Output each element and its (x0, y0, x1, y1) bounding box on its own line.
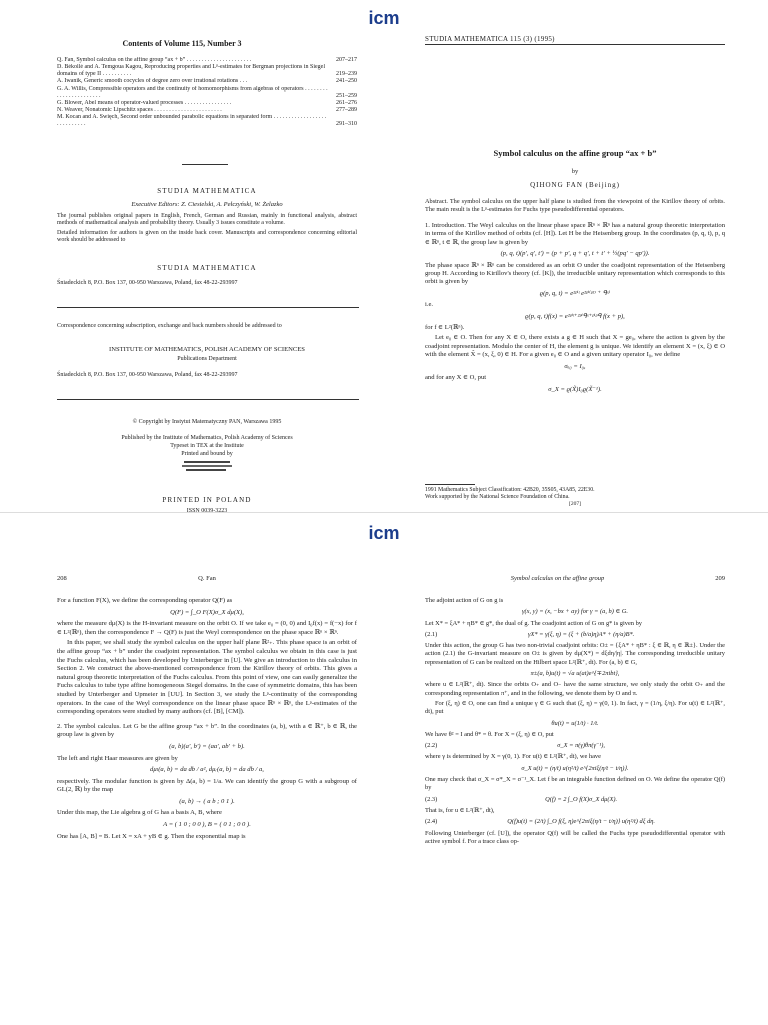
divider (182, 164, 228, 165)
journal-name: STUDIA MATHEMATICA (157, 187, 257, 195)
journal-info: The journal publishes original papers in English, French, German and Russian, mainly in functional analysis, abstract methods of mathematical analysis and probability theory. Usually 3 issues constitute a volume. Detailed information for authors is given on the inside back cover. Manuscripts and correspondence concerning editorial work should be addressed to (57, 213, 357, 244)
page-208-text: For a function F(X), we define the corresponding operator Q(F) as Q(F) = ∫_O F(X)σ_X dμ(X), where the measure dμ(X) is the H-invariant measure on the orbit O. If we take e₀ = (0, 0) and I₀f(x) = f(−x) for f ∈ L²(ℝⁿ), then the correspondence F → Q(F) is just the Weyl correspondence on the phase space ℝⁿ × ℝⁿ. In this paper, we shall study the symbol calculus on the upper half plane ℝ²₊. This phase space is an orbit of the affine group “ax + b” under the coadjoint representation. The symbol calculus we obtain in this case is just the Fuchs calculus, which has been developed by Unterberger in [U]. We give an introduction to this calculus in Section 2. We construct the above-mentioned correspondence from the Kirillov theory of orbits. This gives a natural group theoretic interpretation of the Fuchs calculus. From this point of view, one can easily generalize the Fuchs calculus to tube type affine homogeneous Siegel domains. In the case of symmetric domains, this has been studied by Unterberger and Upmeier in [UU]. In Section 3, we study the Lᵖ-continuity of the corresponding operators. In the case of the Weyl correspondence on the linear phase space ℝⁿ × ℝⁿ, the Lᵖ-estimates of the corresponding operators were studied by many authors (cf. [B], [CM]). 2. The symbol calculus. Let G be the affine group “ax + b”. In the coordinates (a, b), with a ∈ ℝ⁺, b ∈ ℝ, the group law is given by (a, b)(a′, b′) = (aa′, ab′ + b). The left and right Haar measures are given by dμₗ(a, b) = da db / a², dμᵣ(a, b) = da db / a, respectively. The modular function is given by Δ(a, b) = 1/a. We can identify the group G with a subgroup of GL(2, ℝ) by the map (a, b) → ( a b ; 0 1 ). Under this map, the Lie algebra g of G has a basis A, B, where A = ( 1 0 ; 0 0 ), B = ( 0 1 ; 0 0 ). One has [A, B] = B. Let X = xA + yB ∈ g. Then the exponential map is (57, 597, 357, 840)
printed-bound: Printed and bound by (181, 451, 233, 457)
svg-text:icm: icm (368, 523, 400, 543)
left-page-number: 208 (57, 575, 67, 582)
equation: σₑ₀ = I₀, (564, 362, 586, 370)
equation: σ_X = ϱ(X̃)I₀ϱ(X̃⁻¹). (548, 385, 602, 393)
equation: Q(F) = ∫_O F(X)σ_X dμ(X), (170, 608, 244, 616)
toc-entry[interactable]: Q. Fan, Symbol calculus on the affine group “ax + b” . . . . . . . . . . . . . . . . . . . . . . 207–217 (57, 57, 357, 63)
page-207 (0, 0, 768, 512)
equation: σ_X u(t) = (η/t) u(η²/t) e^{2πiξ(η/t − t/η)}. (521, 764, 629, 772)
equation: γ(x, y) = (x, −bx + ay) for γ = (a, b) ∈ G. (522, 608, 628, 616)
footnote: 1991 Mathematics Subject Classification: 42B20, 35S05, 43A85, 22E30. Work supported by the National Science Foundation of China. (425, 487, 595, 500)
author: QIHONG FAN (Beijing) (530, 181, 620, 189)
icm-logo-icon (362, 522, 406, 544)
equation: (a, b)(a′, b′) = (aa′, ab′ + b). (169, 742, 245, 750)
abstract: Abstract. The symbol calculus on the upper half plane is studied from the viewpoint of the Kirillov theory of orbits. The main result is the Lᵖ-estimates for Fuchs type pseudodifferential operators. (425, 198, 725, 213)
paper-title: Symbol calculus on the affine group “ax + b” (493, 148, 657, 158)
equation: dμₗ(a, b) = da db / a², dμᵣ(a, b) = da db / a, (150, 766, 264, 774)
printer-logo-icon (180, 460, 235, 474)
toc-entry[interactable]: G. A. Willis, Compressible operators and the continuity of homomorphisms from algebras of operators . . . . . . . . . . . . . . . . . . . . . . . 251–259 (57, 85, 357, 99)
equation: ϱ(p, q, t)f(x) = e²ᵖⁱᵗ⁺²ᵖⁱᑫˣ⁺ᵖⁱᵖᑫ f(x + p), (525, 312, 625, 320)
equation: A = ( 1 0 ; 0 0 ), B = ( 0 1 ; 0 0 ). (163, 821, 251, 829)
equation: θu(t) = u(1/t) · 1/t. (551, 719, 599, 727)
editors: Executive Editors: Z. Ciesielski, A. Pełczyński, W. Żelazko (131, 201, 283, 208)
equation: (2.4) Q(f)u(t) = (2/t) ∫_O f(ξ, η)e^{2πiξ(η/t − t/η)} u(η²/t) dξ dη. (425, 818, 656, 826)
copyright: © Copyright by Instytut Matematyczny PAN, Warszawa 1995 (132, 419, 282, 425)
pub-dept: Publications Department (177, 356, 237, 362)
divider (57, 307, 359, 308)
pages-208-209 (0, 512, 768, 1025)
divider (57, 399, 359, 400)
equation: (2.2) σ_X = π(γ)θπ(γ⁻¹), (425, 742, 605, 750)
right-page-number: 209 (715, 575, 725, 582)
icm-logo-icon (362, 7, 406, 29)
table-of-contents (57, 57, 357, 128)
toc-entry[interactable]: M. Kocan and A. Święch, Second order unbounded parabolic equations in separated form . . . . . . . . . . . . . . . . . . . . . . . . . . . . 291–310 (57, 114, 357, 128)
equation: π±(a, b)u(t) = √a u(at)e^{∓2πibt}, (530, 670, 620, 678)
intro-section: 1. Introduction. The Weyl calculus on the linear phase space ℝⁿ × ℝⁿ has a natural group theoretic interpretation in terms of the Kirillov method of orbits (cf. [H]). Let H be the Heisenberg group. In the coordinates (p, q, t), p, q ∈ ℝⁿ, t ∈ ℝ, the group law is given by (p, q, t)(p′, q′, t′) = (p + p′, q + q′, t + t′ + ½(pq′ − qp′)). The phase space ℝⁿ × ℝⁿ can be considered as an orbit O under the coadjoint representation of the Heisenberg group H. According to Kirillov's theory (cf. [K]), the irreducible unitary representation which corresponds to this orbit is given by ϱ(p, q, t) = e²ᵖⁱᵗ e²ᵖⁱ⁽ᵖᴰ ⁺ ᑫˣ⁾ i.e. ϱ(p, q, t)f(x) = e²ᵖⁱᵗ⁺²ᵖⁱᑫˣ⁺ᵖⁱᵖᑫ f(x + p), for f ∈ L²(ℝⁿ). Let e₀ ∈ O. Then for any X ∈ O, there exists a g ∈ H such that X = ge₀, where the action is given by the coadjoint representation. Modulo the center of H, the element g is unique. We identify an element X = (x, ξ) ∈ O with the element X̃ = (x, ξ, 0) ∈ H. For a given e₀ ∈ O and a given unitary operator I₀, we define σₑ₀ = I₀, and for any X ∈ O, put σ_X = ϱ(X̃)I₀ϱ(X̃⁻¹). (425, 222, 725, 393)
toc-entry[interactable]: N. Weaver, Nonatomic Lipschitz spaces . . . . . . . . . . . . . . . . . . . . . . . 277–289 (57, 107, 357, 114)
equation: (2.1) γX* = γ(ξ, η) = (ξ + (b/a)η)A* + (η/a)B*. (425, 630, 635, 638)
equation: (a, b) → ( a b ; 0 1 ). (179, 797, 235, 805)
equation: ϱ(p, q, t) = e²ᵖⁱᵗ e²ᵖⁱ⁽ᵖᴰ ⁺ ᑫˣ⁾ (539, 289, 611, 297)
toc-entry[interactable]: A. Iwanik, Generic smooth cocycles of degree zero over irrational rotations . . . 241–250 (57, 78, 357, 85)
left-running-head: Q. Fan (198, 575, 216, 582)
toc-title: Contents of Volume 115, Number 3 (122, 39, 242, 48)
toc-entry[interactable]: D. Békollé and A. Temgoua Kagou, Reproducing properties and Lᵖ-estimates for Bergman projections in Siegel domains of type II . . . . . . . . . . 219–239 (57, 64, 357, 78)
page-number: [207] (569, 501, 581, 507)
published-by: Published by the Institute of Mathematics, Polish Academy of Sciences (121, 435, 293, 441)
toc-entry[interactable]: G. Blower, Abel means of operator-valued processes . . . . . . . . . . . . . . . . 261–276 (57, 99, 357, 106)
address-2: Śniadeckich 8, P.O. Box 137, 00-950 Warszawa, Poland, fax 48-22-293997 (57, 372, 238, 378)
typeset: Typeset in TEX at the Institute (170, 443, 244, 449)
footnote-rule (425, 484, 475, 485)
journal-name-2: STUDIA MATHEMATICA (157, 264, 257, 272)
page-209-text: The adjoint action of G on g is γ(x, y) = (x, −bx + ay) for γ = (a, b) ∈ G. Let X* = ξA* + ηB* ∈ g*, the dual of g. The coadjoint action of G on g* is given by (2.1) γX* = γ(ξ, η) = (ξ + (b/a)η)A* + (η/a)B*. Under this action, the group G has two non-trivial coadjoint orbits: O± = {ξA* + ηB* : ξ ∈ ℝ, η ∈ ℝ±}. Under the action (2.1) the G-invariant measure on O± is given by dμ(X*) = dξdη/|η|. The corresponding irreducible unitary representation of G can be realized on the Hilbert space L²(ℝ⁺, dt). For (a, b) ∈ G, π±(a, b)u(t) = √a u(at)e^{∓2πibt}, where u ∈ L²(ℝ⁺, dt). Since the orbits O₊ and O₋ have the same structure, we only study the orbit O₊ and the corresponding representation π⁺, and in the following, we denote them by O and π. For (ξ, η) ∈ O, one can find a unique γ ∈ G such that (ξ, η) = γ(0, 1). In fact, γ = (1/η, ξ/η). For u(t) ∈ L²(ℝ⁺, dt), put θu(t) = u(1/t) · 1/t. We have θ² = I and θ* = θ. For X = (ξ, η) ∈ O, put (2.2) σ_X = π(γ)θπ(γ⁻¹), where γ is determined by X = γ(0, 1). For u(t) ∈ L²(ℝ⁺, dt), we have σ_X u(t) = (η/t) u(η²/t) e^{2πiξ(η/t − t/η)}. One may check that σ_X = σ*_X = σ⁻¹_X. Let f be an integrable function defined on O. We define the operator Q(f) by (2.3) Q(f) = 2 ∫_O f(X)σ_X dμ(X). That is, for u ∈ L²(ℝ⁺, dt), (2.4) Q(f)u(t) = (2/t) ∫_O f(ξ, η)e^{2πiξ(η/t − t/η)} u(η²/t) dξ dη. Following Unterberger (cf. [U]), the operator Q(f) will be called the Fuchs type pseudodifferential operator with active symbol f. For a trace class op- (425, 597, 725, 845)
institute: INSTITUTE OF MATHEMATICS, POLISH ACADEMY OF SCIENCES (109, 346, 305, 353)
right-running-head: Symbol calculus on the affine group (510, 575, 605, 582)
svg-text:icm: icm (368, 8, 400, 28)
printed-in: PRINTED IN POLAND (162, 496, 252, 504)
address-1: Śniadeckich 8, P.O. Box 137, 00-950 Warszawa, Poland, fax 48-22-293997 (57, 280, 238, 286)
issn: ISSN 0039-3223 (186, 508, 228, 512)
journal-header: STUDIA MATHEMATICA 115 (3) (1995) (425, 35, 555, 43)
correspondence: Correspondence concerning subscription, exchange and back numbers should be addressed to (57, 323, 282, 329)
equation: (2.3) Q(f) = 2 ∫_O f(X)σ_X dμ(X). (425, 795, 618, 803)
by-label: by (571, 168, 579, 175)
header-rule (425, 44, 725, 45)
equation: (p, q, t)(p′, q′, t′) = (p + p′, q + q′, t + t′ + ½(pq′ − qp′)). (500, 250, 650, 258)
